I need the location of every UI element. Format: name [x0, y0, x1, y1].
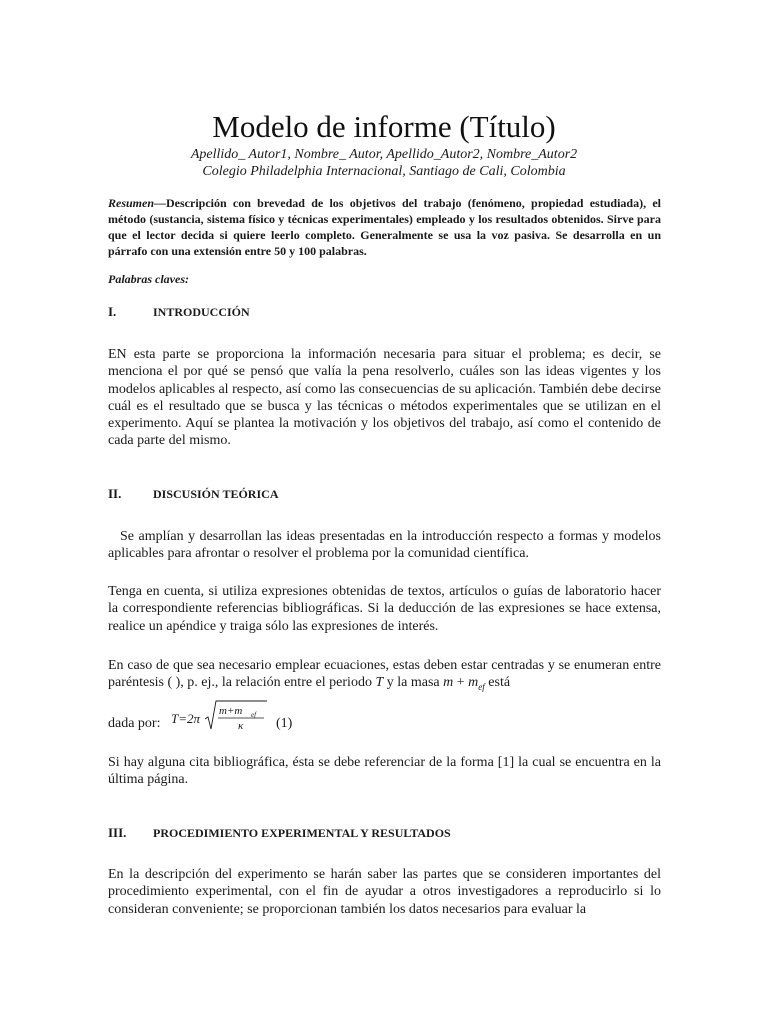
abstract-label: Resumen — [108, 196, 155, 210]
equation-lead-text: dada por: — [108, 716, 161, 731]
equation-numerator-subscript: ef — [251, 711, 257, 719]
section-title: INTRODUCCIÓN — [153, 305, 250, 319]
section-title: PROCEDIMIENTO EXPERIMENTAL Y RESULTADOS — [153, 826, 451, 840]
math-symbol-m-ef: m — [468, 675, 479, 691]
paragraph-teoria-3 — [108, 657, 661, 696]
paragraph-introduccion: EN esta parte se proporciona la información necesaria para situar el problema; es decir, se menciona el por qué se pensó que valía la pena resolverlo, cuáles son las ideas vigentes y los modelos aplicables al respecto, así como las consecuencias de su aplicación. También debe decirse cuál es el resultado que se busca y las técnicas o métodos experimentales que se utilizan en el experimento. Aquí se plantea la motivación y los objetivos del trabajo, así como el contenido de cada parte del mismo. — [108, 347, 661, 449]
section-number: II. — [108, 486, 122, 501]
paragraph-procedimiento: En la descripción del experimento se harán saber las partes que se consideren importantes del procedimiento experimental, con el fin de ayudar a otros investigadores a reproducirlo si lo consideran conveniente; se proporcionan también los datos necesarios para evaluar la — [108, 867, 661, 917]
keywords-label: Palabras claves: — [108, 272, 189, 286]
paragraph-teoria-2: Tenga en cuenta, si utiliza expresiones obtenidas de textos, artículos o guías de laboratorio hacer la correspondiente referencias bibliográficas. Si la deducción de las expresiones se hace extensa, realice un apéndice y traiga sólo las expresiones de interés. — [108, 584, 661, 634]
section-heading-procedimiento — [108, 825, 451, 841]
equation-number: (1) — [276, 716, 293, 731]
text-run: En caso de que sea necesario emplear ecuaciones, estas deben estar centradas y se enumeran entre paréntesis ( ), p. ej., la relación entre el periodo — [108, 658, 661, 691]
paragraph-teoria-4: Si hay alguna cita bibliográfica, ésta se debe referenciar de la forma [1] la cual se encuentra en la última página. — [108, 755, 661, 788]
text-run: está — [484, 675, 511, 691]
paragraph-teoria-1: Se amplían y desarrollan las ideas presentadas en la introducción respecto a formas y modelos aplicables para afrontar o resolver el problema por la comunidad científica. — [108, 529, 661, 562]
math-symbol-T: T — [375, 675, 384, 691]
equation-row — [108, 696, 661, 736]
equation-numerator: m+m — [219, 705, 243, 717]
equation-lhs: T=2π — [171, 711, 201, 726]
equation-denominator: κ — [238, 720, 244, 732]
affiliation: Colegio Philadelphia Internacional, Santiago de Cali, Colombia — [202, 164, 566, 179]
math-subscript-ef: ef — [478, 682, 485, 693]
text-run: y la masa — [383, 675, 444, 691]
section-number: I. — [108, 304, 117, 319]
text-run: + — [453, 675, 469, 691]
equation-1 — [171, 696, 271, 736]
author-list: Apellido_ Autor1, Nombre_ Autor, Apellido_Autor2, Nombre_Autor2 — [190, 147, 578, 162]
section-heading-discusion-teorica — [108, 486, 278, 502]
document-title: Modelo de informe (Título) — [212, 109, 556, 144]
section-number: III. — [108, 825, 127, 840]
abstract-text: —Descripción con brevedad de los objetivos del trabajo (fenómeno, propiedad estudiada), el método (sustancia, sistema físico y técnicas experimentales) empleado y los resultados obtenidos. Sirve para que el lector decida si quiere leerlo completo. Generalmente se usa la voz pasiva. Se desarrolla en un párrafo con una extensión entre 50 y 100 palabras. — [108, 196, 661, 258]
abstract — [108, 195, 661, 259]
section-heading-introduccion — [108, 304, 250, 320]
math-symbol-m: m — [443, 675, 454, 691]
section-title: DISCUSIÓN TEÓRICA — [153, 487, 279, 501]
